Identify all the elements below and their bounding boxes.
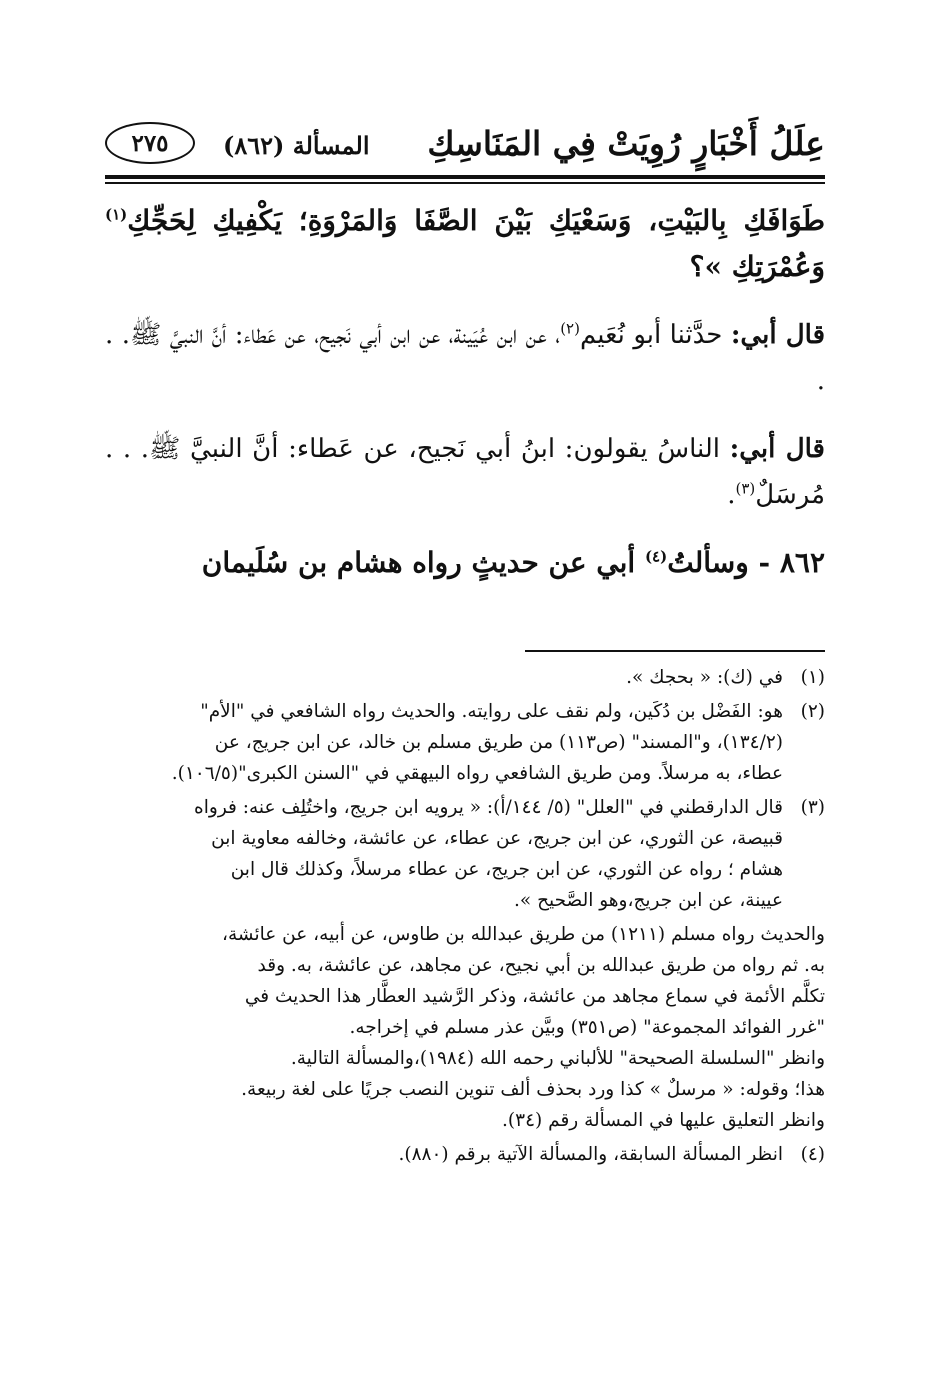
footnote-line: به. ثم رواه من طريق عبدالله بن أبي نجيح، عن مجاهد، عن عائشة، به. وقد — [257, 955, 825, 976]
page-number: ٢٧٥ — [131, 129, 169, 157]
lead-text: طَوَافَكِ بِالبَيْتِ، وَسَعْيَكِ بَيْنَ الصَّفَا وَالمَرْوَةِ؛ يَكْفِيكِ لِحَجِّكِ — [127, 204, 825, 237]
paragraph-3-text-continued: . — [727, 480, 736, 510]
footnote-line: والحديث رواه مسلم (١٢١١) من طريق عبدالله بن طاوس، عن أبيه، عن عائشة، — [222, 924, 825, 945]
footnote — [105, 662, 825, 693]
footnote-line: عيينة، عن ابن جريج،وهو الصَّحيح ». — [513, 890, 783, 911]
footnote-line: انظر المسألة السابقة، والمسألة الآتية برقم (٨٨٠). — [398, 1144, 783, 1165]
paragraph-2-text: حدَّثنا أبو نُعَيم — [579, 320, 723, 350]
page-number-badge — [105, 122, 195, 164]
footnote — [105, 1139, 825, 1170]
footnote-number: (٣) — [800, 797, 825, 818]
footnote-line: هذا؛ وقوله: « مرسلٌ » كذا ورد بحذف ألف تنوين النصب جريًا على لغة ربيعة. — [241, 1079, 825, 1100]
main-text — [105, 198, 825, 608]
footnote-ref-4: (٤) — [644, 547, 668, 566]
issue-862-text: ٨٦٢ - وسألتُ — [667, 546, 825, 579]
footnote-line: هشام ؛ رواه عن الثوري، عن ابن جريج، عن عطاء مرسلاً، وكذلك قال ابن — [230, 859, 783, 880]
hadith-text — [105, 198, 825, 290]
footnote — [105, 792, 825, 916]
footnote-line: عطاء، به مرسلاً. ومن طريق الشافعي رواه البيهقي في "السنن الكبرى"(١٠٦/٥). — [171, 763, 783, 784]
issue-862-heading — [105, 540, 825, 586]
speaker-label: قال أبي: — [730, 320, 825, 350]
book-title: عِلَلُ أَخْبَارٍ رُوِيَتْ فِي المَنَاسِكِ — [427, 124, 825, 163]
issue-862-text-continued: أبي عن حديثٍ رواه هشام بن سُلَيمان — [201, 546, 636, 579]
footnote-ref-3: (٣) — [735, 479, 756, 498]
footnotes — [105, 662, 825, 1173]
header-rule-thin — [105, 182, 825, 184]
footnote — [105, 696, 825, 789]
footnote-divider — [525, 650, 825, 652]
paragraph-3 — [105, 426, 825, 518]
footnote-line: قال الدارقطني في "العلل" (٥/ ١٤٤/أ): « يرويه ابن جريج، واختُلِف عنه: فرواه — [194, 797, 783, 818]
paragraph-3-text: الناسُ يقولون: ابنُ أبي نَجيح، عن عَطاء: أنَّ النبيَّ ﷺ. . . مُرسَلٌ — [105, 434, 825, 510]
footnote-number: (٤) — [800, 1144, 825, 1165]
footnote-line: تكلَّم الأئمة في سماع مجاهد من عائشة، وذكر الرَّشيد العطَّار هذا الحديث في — [244, 986, 825, 1007]
speaker-label: قال أبي: — [729, 434, 825, 464]
footnote-line: في (ك): « بحجك ». — [626, 667, 783, 688]
footnote-line: "غرر الفوائد المجموعة" (ص٣٥١) وبيَّن عذر مسلم في إخراجه. — [349, 1017, 825, 1038]
footnote-number: (٢) — [800, 701, 825, 722]
lead-text-continued: وَعُمْرَتِكِ »؟ — [689, 250, 825, 283]
footnote-line: هو: الفَضْل بن دُكَين، ولم نقف على روايته. والحديث رواه الشافعي في "الأم" — [200, 701, 783, 722]
paragraph-2-text-continued: ، عن ابن عُيَينة، عن ابن أبي نَجيح، عن عَطاء: أنَّ النبيَّ ﷺ. . . — [105, 320, 825, 396]
footnote-number: (١) — [800, 667, 825, 688]
header-rule-thick — [105, 175, 825, 179]
footnote-continuation — [105, 919, 825, 1136]
footnote-line: وانظر "السلسلة الصحيحة" للألباني رحمه الله (١٩٨٤)،والمسألة التالية. — [290, 1048, 825, 1069]
footnote-line: قبيصة، عن الثوري، عن ابن جريج، عن عطاء، عن عائشة، وخالفه معاوية ابن — [211, 828, 783, 849]
issue-number: المسألة (٨٦٢) — [223, 131, 370, 160]
footnote-ref-2: (٢) — [560, 319, 580, 338]
footnote-line: وانظر التعليق عليها في المسألة رقم (٣٤). — [502, 1110, 825, 1131]
footnote-line: (١٣٤/٢)، و"المسند" (ص١١٣) من طريق مسلم بن خالد، عن ابن جريج، عن — [214, 732, 783, 753]
page-header — [105, 120, 825, 172]
footnote-ref-1: (١) — [105, 205, 128, 224]
paragraph-2 — [105, 312, 825, 404]
